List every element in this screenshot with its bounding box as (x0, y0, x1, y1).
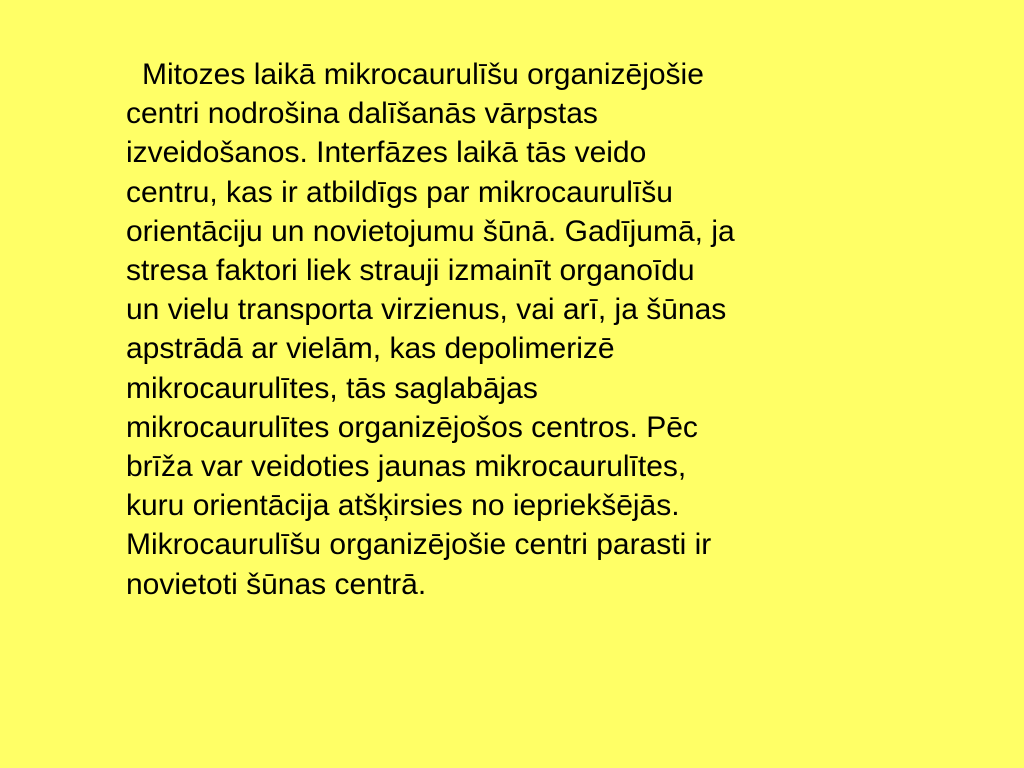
text-line-1: Mitozes laikā mikrocaurulīšu organizējošie (142, 58, 704, 91)
slide-body-text (126, 55, 986, 604)
text-line-2: centri nodrošina dalīšanās vārpstas (126, 97, 598, 131)
text-line-14: novietoti šūnas centrā. (126, 567, 427, 601)
text-line-8: apstrādā ar vielām, kas depolimerizē (126, 332, 615, 366)
text-line-5: orientāciju un novietojumu šūnā. Gadījumā, ja (126, 214, 735, 248)
text-line-9: mikrocaurulītes, tās saglabājas (126, 371, 538, 405)
text-line-13: Mikrocaurulīšu organizējošie centri parasti ir (126, 528, 712, 562)
text-line-6: stresa faktori liek strauji izmainīt organoīdu (126, 254, 695, 288)
text-line-7: un vielu transporta virzienus, vai arī, ja šūnas (126, 293, 727, 327)
text-line-10: mikrocaurulītes organizējošos centros. Pēc (126, 410, 698, 444)
text-line-3: izveidošanos. Interfāzes laikā tās veido (126, 136, 647, 170)
text-line-12: kuru orientācija atšķirsies no iepriekšējās. (126, 489, 680, 523)
text-line-11: brīža var veidoties jaunas mikrocaurulītes, (126, 450, 687, 484)
text-line-4: centru, kas ir atbildīgs par mikrocaurulīšu (126, 175, 673, 209)
